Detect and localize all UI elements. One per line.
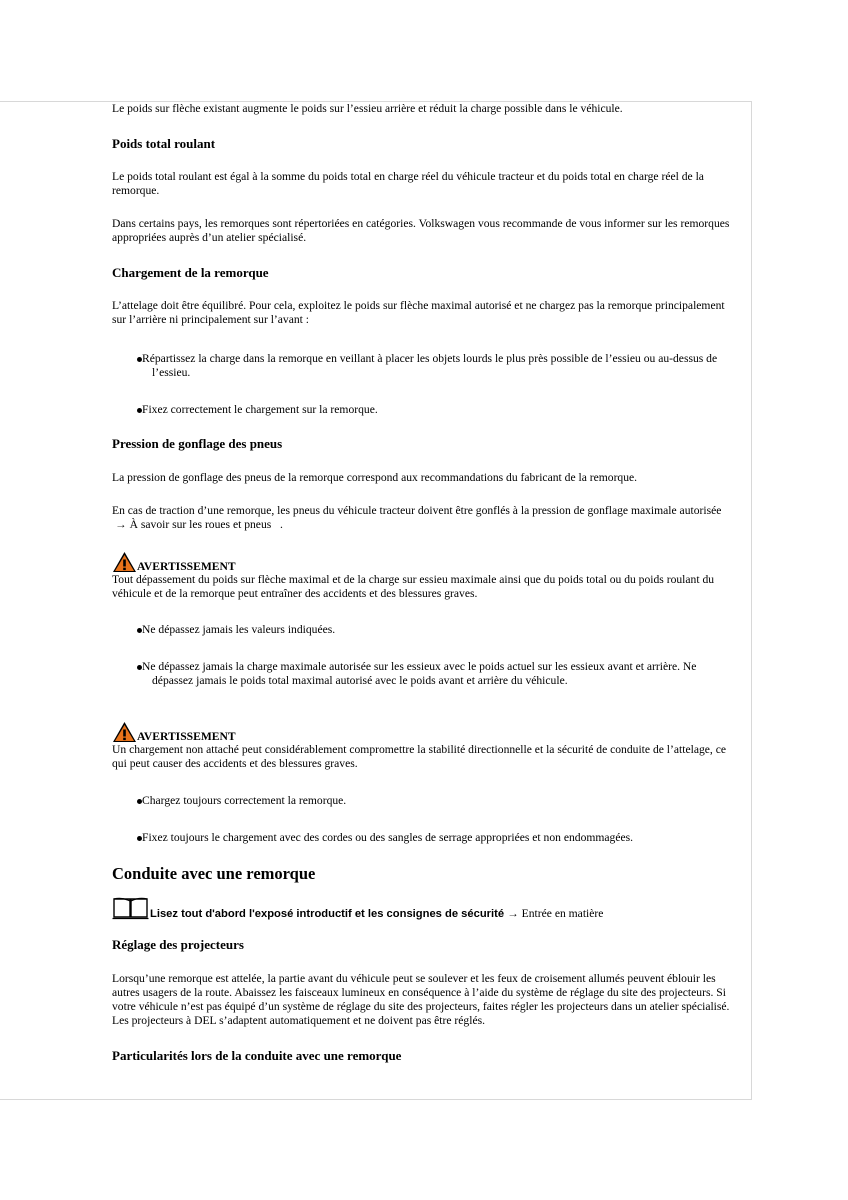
heading-conduite: Conduite avec une remorque bbox=[112, 864, 316, 883]
list-item bbox=[112, 794, 734, 808]
paragraph-traction-text: En cas de traction d’une remorque, les pneus du véhicule tracteur doivent être gonflés à la pression de gonflage maximale autorisée bbox=[112, 504, 722, 517]
list-item-text: Fixez toujours le chargement avec des cordes ou des sangles de serrage appropriées et non endommagées. bbox=[142, 831, 634, 844]
link-roues-pneus[interactable]: À savoir sur les roues et pneus bbox=[129, 518, 272, 531]
book-icon bbox=[112, 896, 150, 920]
list-item bbox=[112, 623, 734, 637]
link-entree-en-matiere[interactable]: Entrée en matière bbox=[521, 907, 604, 920]
paragraph-traction bbox=[112, 504, 734, 532]
warning-text: Tout dépassement du poids sur flèche maximal et de la charge sur essieu maximale ainsi que du poids total ou du poids roulant du véhicule et de la remorque peut entraîner des accidents et des blessures graves. bbox=[112, 573, 715, 600]
read-first-note bbox=[112, 896, 734, 920]
warning-triangle-icon bbox=[112, 551, 137, 573]
list-item bbox=[112, 403, 734, 417]
paragraph-poids-fleche: Le poids sur flèche existant augmente le poids sur l’essieu arrière et réduit la charge possible dans le véhicule. bbox=[112, 102, 623, 115]
warning-label: AVERTISSEMENT bbox=[137, 560, 236, 573]
bullet-icon bbox=[137, 799, 142, 804]
warning-header bbox=[112, 721, 734, 743]
warning-label: AVERTISSEMENT bbox=[137, 730, 236, 743]
paragraph-projecteurs: Lorsqu’une remorque est attelée, la partie avant du véhicule peut se soulever et les feux de croisement allumés peuvent éblouir les autres usagers de la route. Abaissez les faisceaux lumineux en conséquence à l’aide du système de réglage du site des projecteurs. Si votre véhicule n’est pas équipé d’un système de réglage du site des projecteurs, faites régler les projecteurs dans un atelier spécialisé. Les projecteurs à DEL s’adaptent automatiquement et ne doivent pas être réglés. bbox=[112, 972, 730, 1027]
bullet-icon bbox=[137, 665, 142, 670]
warning-text: Un chargement non attaché peut considérablement compromettre la stabilité directionnelle et la sécurité de conduite de l’attelage, ce qui peut causer des accidents et des blessures graves. bbox=[112, 743, 726, 770]
list-item bbox=[112, 660, 734, 688]
period: . bbox=[279, 518, 283, 531]
bullet-icon bbox=[137, 357, 142, 362]
paragraph-poids-total: Le poids total roulant est égal à la somme du poids total en charge réel du véhicule tracteur et du poids total en charge réel de la remorque. bbox=[112, 170, 704, 197]
arrow-right-icon: → bbox=[507, 907, 519, 920]
paragraph-attelage: L’attelage doit être équilibré. Pour cela, exploitez le poids sur flèche maximal autorisé et ne chargez pas la remorque principalement sur l’arrière ni principalement sur l’avant : bbox=[112, 299, 725, 326]
arrow-right-icon: → bbox=[115, 518, 127, 531]
heading-particularites: Particularités lors de la conduite avec une remorque bbox=[112, 1048, 402, 1063]
paragraph-categories: Dans certains pays, les remorques sont répertoriées en catégories. Volkswagen vous recommande de vous informer sur les remorques appropriées auprès d’un atelier spécialisé. bbox=[112, 217, 730, 244]
bullet-icon bbox=[137, 836, 142, 841]
warning-triangle-icon bbox=[112, 721, 137, 743]
list-item-text: Chargez toujours correctement la remorque. bbox=[142, 794, 347, 807]
paragraph-pression: La pression de gonflage des pneus de la remorque correspond aux recommandations du fabricant de la remorque. bbox=[112, 471, 638, 484]
bullet-icon bbox=[137, 408, 142, 413]
list-item bbox=[112, 831, 734, 845]
document-content bbox=[112, 102, 734, 1064]
heading-reglage: Réglage des projecteurs bbox=[112, 937, 244, 952]
read-first-text: Lisez tout d'abord l'exposé introductif et les consignes de sécurité bbox=[150, 908, 505, 920]
list-item-text: Répartissez la charge dans la remorque en veillant à placer les objets lourds le plus près possible de l’essieu ou au-dessus de l’essieu. bbox=[142, 352, 718, 379]
list-item-text: Fixez correctement le chargement sur la remorque. bbox=[142, 403, 378, 416]
list-item-text: Ne dépassez jamais la charge maximale autorisée sur les essieux avec le poids actuel sur les essieux avant et arrière. Ne dépassez jamais le poids total maximal autorisé avec le poids avant et arrière du véhicule. bbox=[142, 660, 697, 687]
list-item-text: Ne dépassez jamais les valeurs indiquées. bbox=[142, 623, 336, 636]
warning-header bbox=[112, 551, 734, 573]
heading-pression: Pression de gonflage des pneus bbox=[112, 436, 283, 451]
heading-chargement: Chargement de la remorque bbox=[112, 265, 269, 280]
bullet-icon bbox=[137, 628, 142, 633]
list-item bbox=[112, 352, 734, 380]
heading-poids-total: Poids total roulant bbox=[112, 136, 216, 151]
